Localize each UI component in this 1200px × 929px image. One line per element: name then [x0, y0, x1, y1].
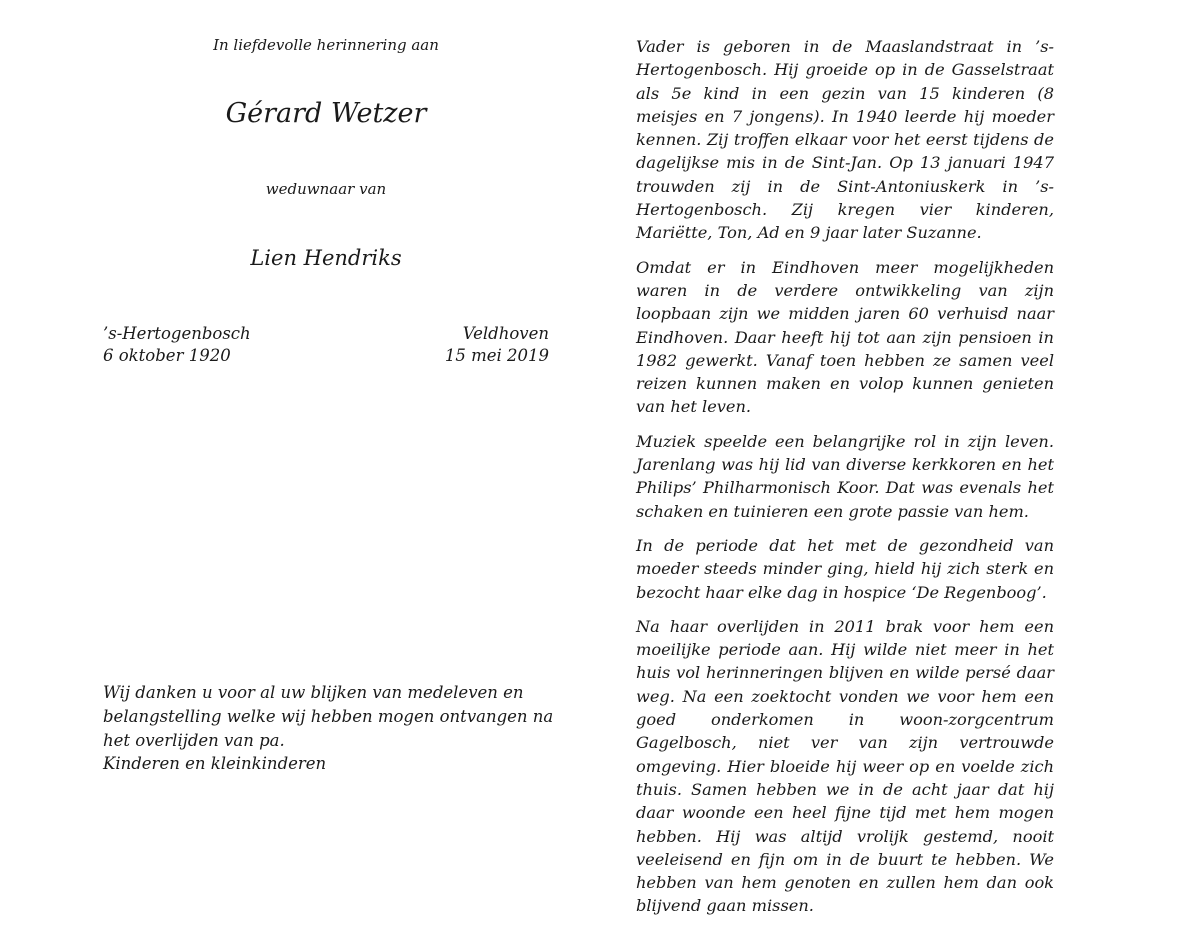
left-page [0, 0, 600, 801]
bio-paragraph: Vader is geboren in de Maaslandstraat in ’s-Hertogenbosch. Hij groeide op in de Gasselstraat als 5e kind in een gezin van 15 kinderen (8 meisjes en 7 jongens). In 1940 leerde hij moeder kennen. Zij troffen elkaar voor het eerst tijdens de dagelijkse mis in de Sint-Jan. Op 13 januari 1947 trouwden zij in de Sint-Antoniuskerk in ’s-Hertogenbosch. Zij kregen vier kinderen, Mariëtte, Ton, Ad en 9 jaar later Suzanne. [636, 37, 1054, 243]
biography [636, 35, 1054, 929]
death-info [445, 323, 549, 367]
spouse-name: Lien Hendriks [250, 246, 402, 270]
bio-paragraph: Muziek speelde een belangrijke rol in zijn leven. Jarenlang was hij lid van diverse kerkkoren en het Philips’ Philharmonisch Koor. Dat was evenals het schaken en tuinieren een grote passie van hem. [636, 431, 1054, 521]
deceased-name: Gérard Wetzer [225, 98, 427, 129]
birth-info [103, 323, 251, 367]
death-place: Veldhoven [462, 324, 549, 343]
places-and-dates [103, 323, 549, 367]
right-page [600, 0, 1200, 916]
birth-date: 6 oktober 1920 [103, 346, 231, 365]
bio-paragraph: Omdat er in Eindhoven meer mogelijkheden waren in de verdere ontwikkeling van zijn loopbaan zijn we midden jaren 60 verhuisd naar Eindhoven. Daar heeft hij tot aan zijn pensioen in 1982 gewerkt. Vanaf toen hebben ze samen veel reizen kunnen maken en volop kunnen genieten van het leven. [636, 257, 1054, 417]
death-date: 15 mei 2019 [444, 346, 549, 365]
bio-paragraph: Na haar overlijden in 2011 brak voor hem een moeilijke periode aan. Hij wilde niet meer in het huis vol herinneringen blijven en wilde persé daar weg. Na een zoektocht vonden we voor hem een goed onderkomen in woon-zorgcentrum Gagelbosch, niet ver van zijn vertrouwde omgeving. Hier bloeide hij weer op en voelde zich thuis. Samen hebben we in de acht jaar dat hij daar woonde een heel fijne tijd met hem mogen hebben. Hij was altijd vrolijk gestemd, nooit veeleisend en fijn om in de buurt te hebben. We hebben van hem genoten en zullen hem dan ook blijvend gaan missen. [636, 616, 1054, 916]
thanks-text: Wij danken u voor al uw blijken van medeleven en belangstelling welke wij hebben mogen ontvangen na het overlijden van pa. [103, 683, 554, 750]
bio-paragraph: In de periode dat het met de gezondheid van moeder steeds minder ging, hield hij zich sterk en bezocht haar elke dag in hospice ‘De Regenboog’. [636, 535, 1054, 602]
birth-place: ’s-Hertogenbosch [103, 324, 251, 343]
signature: Kinderen en kleinkinderen [103, 754, 327, 773]
widow-line: weduwnaar van [265, 180, 387, 198]
intro-text: In liefdevolle herinnering aan [213, 36, 439, 54]
